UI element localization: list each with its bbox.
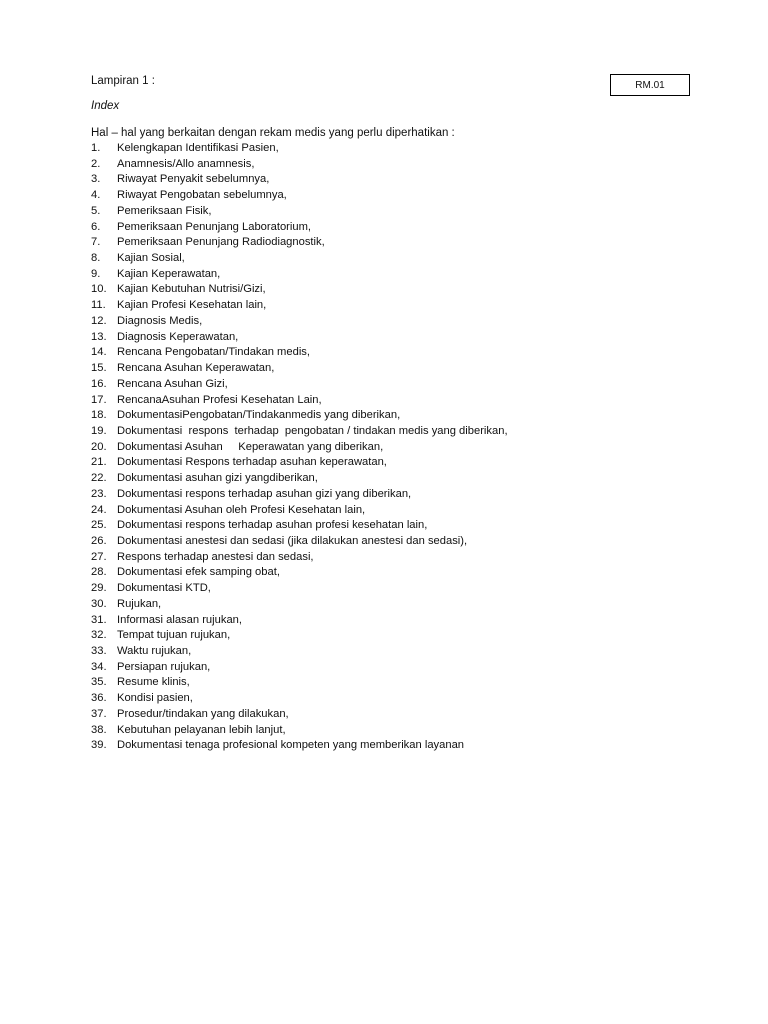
list-item xyxy=(91,550,508,566)
list-item-number: 38. xyxy=(91,723,107,736)
list-item-text: Kebutuhan pelayanan lebih lanjut, xyxy=(117,723,286,736)
list-item-number: 5. xyxy=(91,204,101,217)
list-item xyxy=(91,597,508,613)
list-item-text: Diagnosis Keperawatan, xyxy=(117,330,239,343)
list-item xyxy=(91,455,508,471)
list-item-text: Anamnesis/Allo anamnesis, xyxy=(117,157,255,170)
list-item-number: 39. xyxy=(91,739,107,752)
index-title: Index xyxy=(91,100,120,112)
list-item-number: 12. xyxy=(91,314,107,327)
list-item-number: 36. xyxy=(91,692,107,705)
list-item xyxy=(91,235,508,251)
list-item-text: Rencana Pengobatan/Tindakan medis, xyxy=(117,346,311,359)
list-item xyxy=(91,675,508,691)
list-item xyxy=(91,518,508,534)
list-item-text: Riwayat Pengobatan sebelumnya, xyxy=(117,189,287,202)
list-item xyxy=(91,581,508,597)
list-item xyxy=(91,141,508,157)
list-item-number: 28. xyxy=(91,566,107,579)
list-item-number: 20. xyxy=(91,440,107,453)
checklist xyxy=(91,141,508,754)
list-item xyxy=(91,565,508,581)
list-item-number: 34. xyxy=(91,660,107,673)
list-item-text: Dokumentasi anestesi dan sedasi (jika dilakukan anestesi dan sedasi), xyxy=(117,534,468,547)
list-item xyxy=(91,723,508,739)
list-item-number: 29. xyxy=(91,582,107,595)
list-item-number: 35. xyxy=(91,676,107,689)
list-item-number: 13. xyxy=(91,330,107,343)
list-item xyxy=(91,471,508,487)
list-item-number: 21. xyxy=(91,456,107,469)
list-item-text: Kajian Keperawatan, xyxy=(117,267,221,280)
list-item-number: 15. xyxy=(91,362,107,375)
list-item-text: Dokumentasi respons terhadap pengobatan / tindakan medis yang diberikan, xyxy=(117,424,508,437)
list-item-text: Pemeriksaan Penunjang Radiodiagnostik, xyxy=(117,236,325,249)
list-item-number: 11. xyxy=(91,299,106,312)
list-item xyxy=(91,157,508,173)
list-item-number: 10. xyxy=(91,283,107,296)
list-item xyxy=(91,345,508,361)
list-item-number: 31. xyxy=(91,613,107,626)
list-item-number: 18. xyxy=(91,409,107,422)
list-item-text: Dokumentasi Asuhan oleh Profesi Kesehatan lain, xyxy=(117,503,366,516)
list-item-number: 8. xyxy=(91,252,101,265)
list-item xyxy=(91,487,508,503)
list-item xyxy=(91,172,508,188)
list-item xyxy=(91,251,508,267)
list-item xyxy=(91,204,508,220)
list-item xyxy=(91,534,508,550)
list-item-number: 26. xyxy=(91,534,107,547)
list-item-number: 2. xyxy=(91,157,101,170)
list-item-text: Prosedur/tindakan yang dilakukan, xyxy=(117,707,289,720)
list-item xyxy=(91,377,508,393)
list-item xyxy=(91,707,508,723)
list-item xyxy=(91,628,508,644)
list-item-text: Dokumentasi tenaga profesional kompeten yang memberikan layanan xyxy=(117,739,465,752)
list-item-text: Dokumentasi KTD, xyxy=(117,582,211,595)
list-item-text: Dokumentasi asuhan gizi yangdiberikan, xyxy=(117,472,318,485)
list-item-text: Persiapan rujukan, xyxy=(117,660,211,673)
list-item xyxy=(91,188,508,204)
list-item-number: 6. xyxy=(91,220,101,233)
list-item-number: 1. xyxy=(91,142,101,154)
list-item xyxy=(91,282,508,298)
list-item xyxy=(91,503,508,519)
list-item-text: Tempat tujuan rujukan, xyxy=(117,629,231,642)
list-item-text: Kajian Sosial, xyxy=(117,252,185,265)
list-item-number: 24. xyxy=(91,503,107,516)
list-item-number: 7. xyxy=(91,236,101,249)
list-item xyxy=(91,361,508,377)
list-item-text: DokumentasiPengobatan/Tindakanmedis yang diberikan, xyxy=(117,409,401,422)
list-item xyxy=(91,408,508,424)
list-item-number: 27. xyxy=(91,550,107,563)
list-item-text: Pemeriksaan Fisik, xyxy=(117,204,212,217)
list-item-text: Dokumentasi Asuhan Keperawatan yang diberikan, xyxy=(117,440,384,453)
list-item-text: RencanaAsuhan Profesi Kesehatan Lain, xyxy=(117,393,322,406)
list-item-text: Kajian Kebutuhan Nutrisi/Gizi, xyxy=(117,283,266,296)
list-item xyxy=(91,644,508,660)
list-item-number: 32. xyxy=(91,629,107,642)
list-item-text: Kondisi pasien, xyxy=(117,692,193,705)
list-item-text: Kajian Profesi Kesehatan lain, xyxy=(117,299,267,312)
list-item-number: 9. xyxy=(91,267,101,280)
list-item-text: Respons terhadap anestesi dan sedasi, xyxy=(117,550,314,563)
list-item xyxy=(91,738,508,754)
list-item-text: Waktu rujukan, xyxy=(117,645,192,657)
list-item-number: 4. xyxy=(91,189,101,202)
list-item xyxy=(91,298,508,314)
list-item-text: Rencana Asuhan Gizi, xyxy=(117,377,228,390)
list-item-text: Diagnosis Medis, xyxy=(117,314,203,327)
list-item-number: 14. xyxy=(91,346,107,359)
list-item xyxy=(91,613,508,629)
intro-text: Hal – hal yang berkaitan dengan rekam medis yang perlu diperhatikan : xyxy=(91,127,455,139)
list-item-number: 33. xyxy=(91,645,107,657)
list-item-text: Rujukan, xyxy=(117,597,162,610)
list-item xyxy=(91,267,508,283)
list-item-number: 30. xyxy=(91,597,107,610)
list-item-text: Dokumentasi Respons terhadap asuhan keperawatan, xyxy=(117,456,387,469)
list-item-text: Dokumentasi respons terhadap asuhan gizi yang diberikan, xyxy=(117,487,412,500)
attachment-label: Lampiran 1 : xyxy=(91,75,155,87)
list-item-number: 19. xyxy=(91,424,107,437)
form-code-box xyxy=(610,74,690,96)
list-item xyxy=(91,660,508,676)
list-item-number: 16. xyxy=(91,377,107,390)
list-item-number: 23. xyxy=(91,487,107,500)
list-item xyxy=(91,691,508,707)
list-item-number: 37. xyxy=(91,707,107,720)
list-item-text: Riwayat Penyakit sebelumnya, xyxy=(117,173,270,186)
list-item xyxy=(91,424,508,440)
list-item xyxy=(91,314,508,330)
list-item-text: Dokumentasi respons terhadap asuhan profesi kesehatan lain, xyxy=(117,519,428,532)
list-item-text: Resume klinis, xyxy=(117,676,190,689)
list-item-text: Pemeriksaan Penunjang Laboratorium, xyxy=(117,220,312,233)
list-item-number: 25. xyxy=(91,519,107,532)
list-item xyxy=(91,393,508,409)
list-item xyxy=(91,220,508,236)
list-item-text: Informasi alasan rujukan, xyxy=(117,613,242,626)
list-item-text: Dokumentasi efek samping obat, xyxy=(117,566,280,579)
list-item-number: 17. xyxy=(91,393,107,406)
list-item xyxy=(91,440,508,456)
list-item-text: Kelengkapan Identifikasi Pasien, xyxy=(117,142,279,154)
list-item-number: 22. xyxy=(91,472,107,485)
list-item xyxy=(91,330,508,346)
list-item-text: Rencana Asuhan Keperawatan, xyxy=(117,362,275,375)
list-item-number: 3. xyxy=(91,173,101,186)
form-code: RM.01 xyxy=(635,79,665,91)
